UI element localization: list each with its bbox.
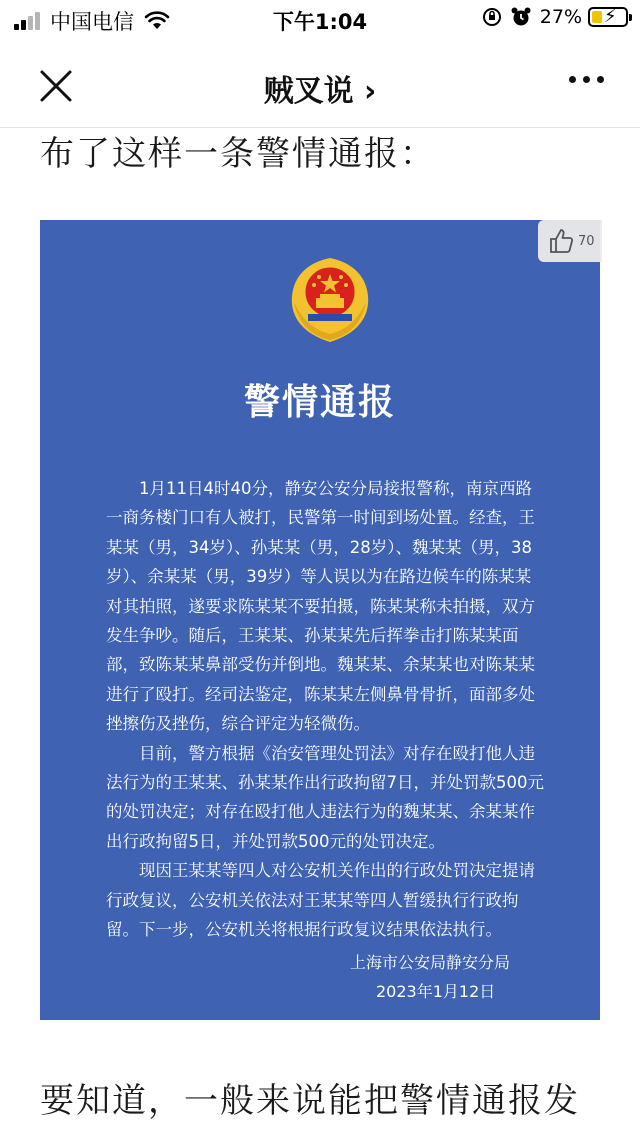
carrier-name: 中国电信 (50, 10, 134, 34)
notice-paragraph: 1月11日4时40分，静安公安分局接报警称，南京西路一商务楼门口有人被打，民警第一时间到场处置。经查，王某某（男，34岁）、孙某某（男，28岁）、魏某某（男，38岁）、余某某（男，39岁）等人误以为在路边候车的陈某某对其拍照，遂要求陈某某不要拍摄，陈某某称未拍摄，双方发生争吵。随后，王某某、孙某某先后挥拳击打陈某某面部，致陈某某鼻部受伤并倒地。魏某某、余某某也对陈某某进行了殴打。经司法鉴定，陈某某左侧鼻骨骨折，面部多处挫擦伤及挫伤，综合评定为轻微伤。 (106, 479, 535, 734)
alarm-icon (510, 6, 532, 28)
nav-bar (0, 40, 640, 128)
notice-body (106, 474, 546, 945)
orientation-lock-icon (482, 7, 502, 27)
account-title-link[interactable]: 贼叉说 › (263, 74, 377, 109)
article-paragraph: 要知道，一般来说能把警情通报发 (40, 1081, 580, 1121)
notice-title: 警情通报 (243, 381, 396, 423)
notice-signature-date: 2023年1月12日 (376, 982, 496, 1001)
notice-paragraph: 现因王某某等四人对公安机关作出的行政处罚决定提请行政复议，公安机关依法对王某某等四人暂缓执行行政拘留。下一步，公安机关将根据行政复议结果依法执行。 (106, 861, 535, 940)
notice-signature-org: 上海市公安局静安分局 (350, 953, 511, 972)
notice-paragraph: 目前，警方根据《治安管理处罚法》对存在殴打他人违法行为的王某某、孙某某作出行政拘留7日，并处罚款500元的处罚决定；对存在殴打他人违法行为的魏某某、余某某作出行政拘留5日，并处罚款500元的处罚决定。 (106, 743, 544, 851)
status-time: 下午1:04 (272, 10, 368, 34)
status-right (482, 6, 628, 28)
article-paragraph: 布了这样一条警情通报： (40, 134, 436, 174)
more-icon[interactable] (569, 76, 604, 83)
police-emblem-icon (280, 250, 380, 350)
police-notice-image[interactable] (40, 220, 600, 1020)
like-button[interactable] (538, 220, 602, 262)
battery-icon: ⚡ (588, 7, 628, 27)
battery-percent: 27% (539, 6, 582, 28)
like-count: 70 (578, 233, 595, 249)
thumbs-up-icon (548, 228, 574, 254)
status-bar (0, 0, 640, 40)
